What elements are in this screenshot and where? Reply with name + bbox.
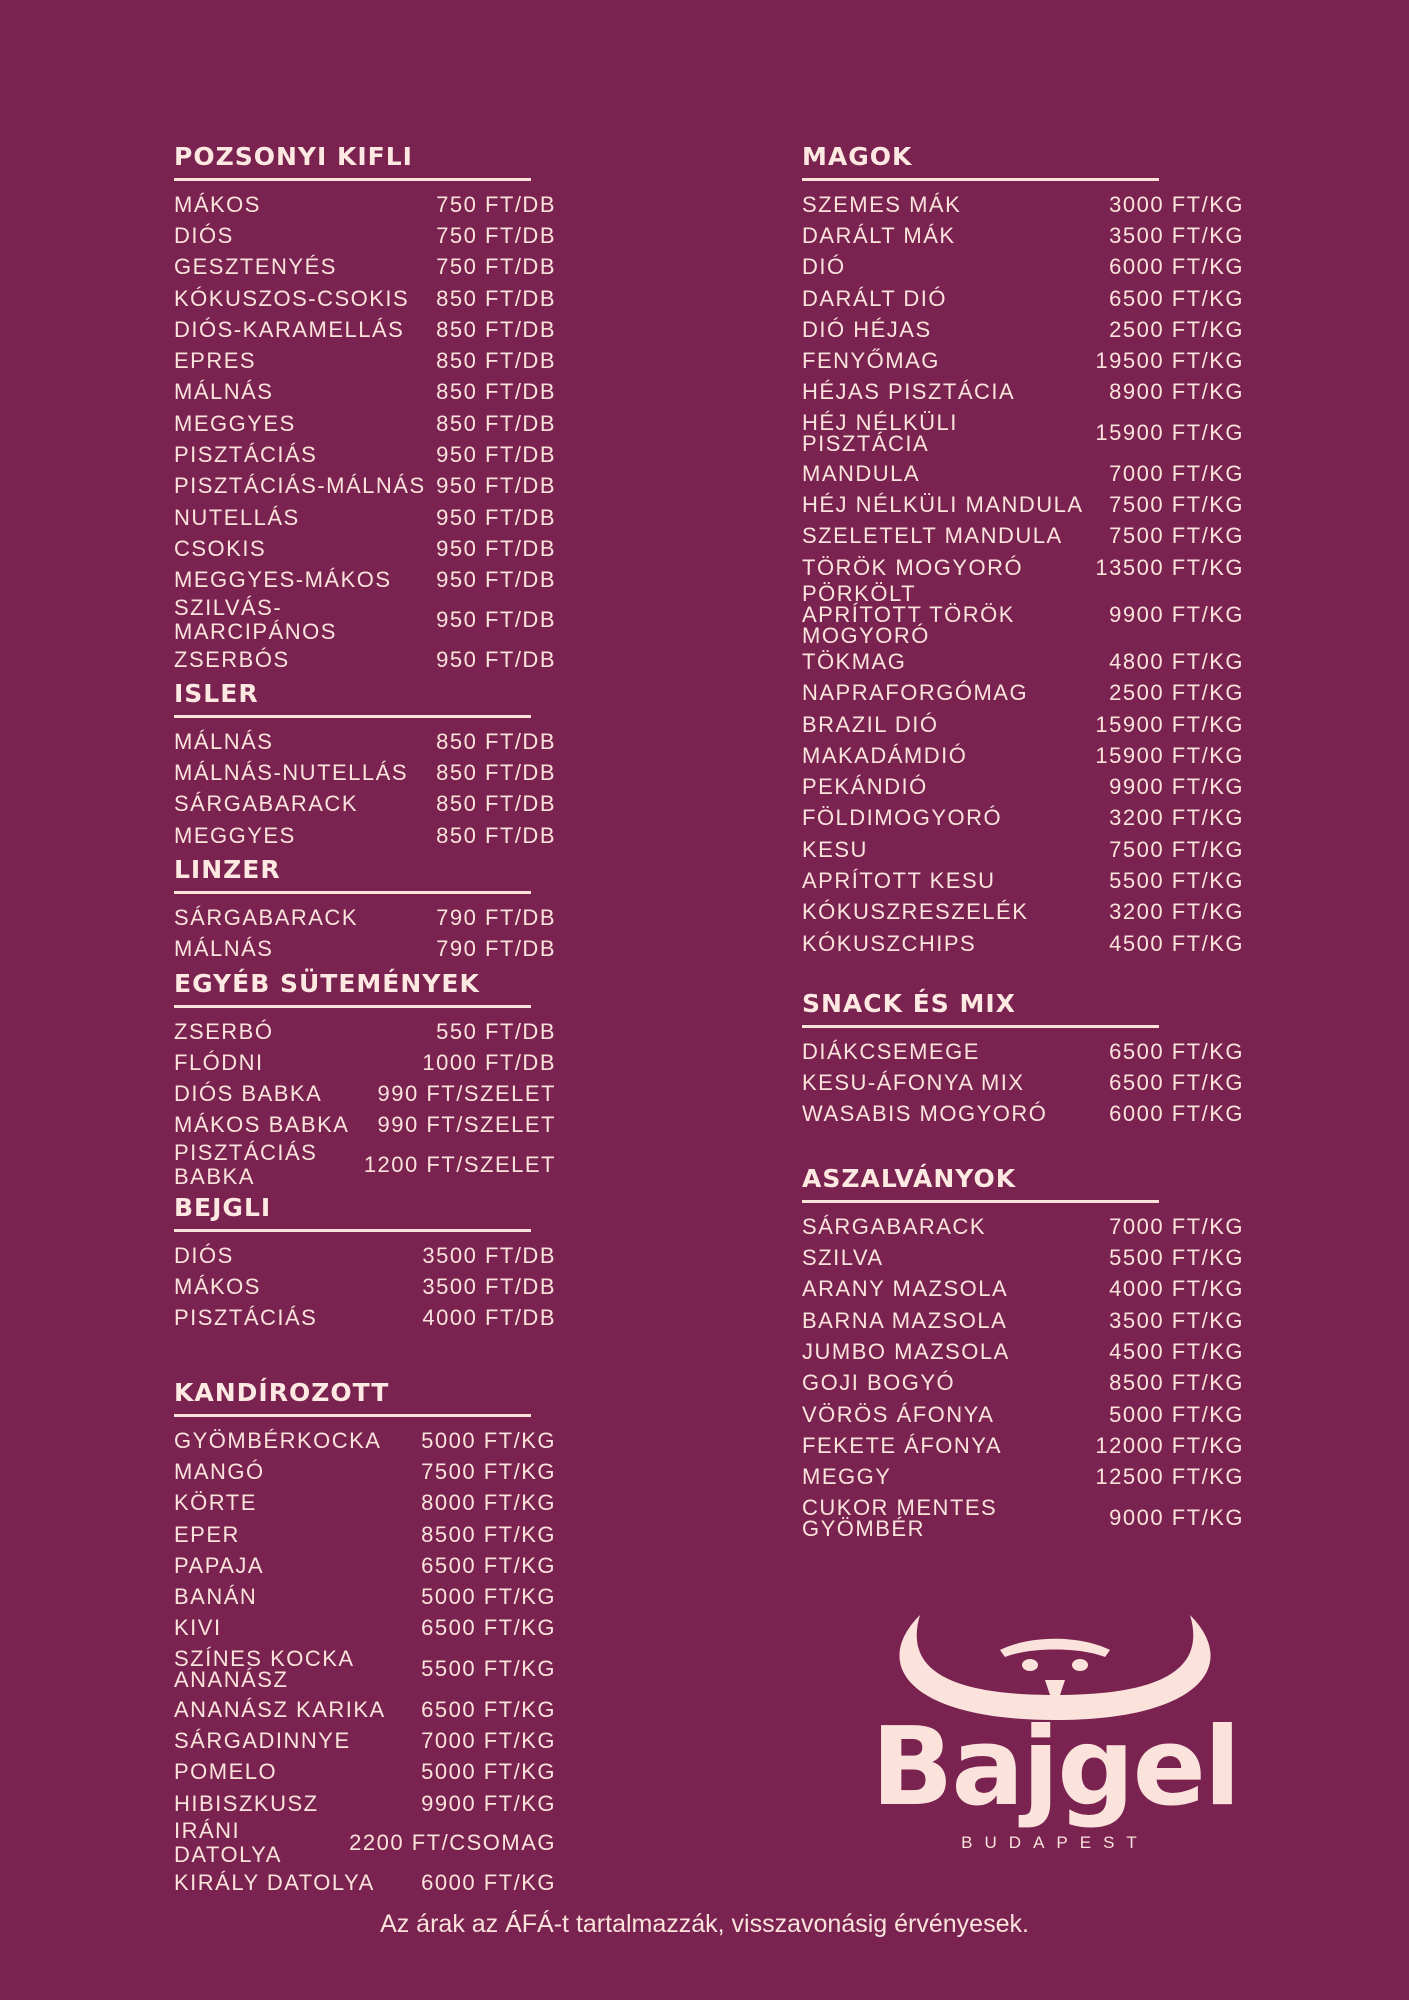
menu-item <box>174 1867 626 1898</box>
item-price: 5000 FT/KG <box>1109 1401 1244 1427</box>
item-name: KESU <box>802 836 868 862</box>
menu-item <box>174 252 626 283</box>
item-name: MÁLNÁS <box>174 936 274 962</box>
menu-item <box>174 1425 626 1456</box>
menu-item <box>174 1725 626 1756</box>
item-name: KÖRTE <box>174 1490 257 1516</box>
item-price: 2200 FT/CSOMAG <box>349 1830 556 1856</box>
item-price: 750 FT/DB <box>436 191 556 217</box>
menu-item <box>174 789 626 820</box>
item-price: 6500 FT/KG <box>421 1615 556 1641</box>
item-price: 7000 FT/KG <box>1109 1213 1244 1239</box>
menu-item <box>174 1016 626 1047</box>
item-name: KIRÁLY DATOLYA <box>174 1869 375 1895</box>
item-name: VÖRÖS ÁFONYA <box>802 1401 995 1427</box>
menu-item <box>174 1240 626 1271</box>
logo-wordmark: Bajgel <box>871 1705 1239 1830</box>
item-price: 790 FT/DB <box>436 904 556 930</box>
item-name: MANDULA <box>802 460 921 486</box>
item-name: MÁKOS <box>174 1274 261 1300</box>
item-name: MÁLNÁS <box>174 379 274 405</box>
item-name: FENYŐMAG <box>802 348 940 374</box>
item-price: 3500 FT/KG <box>1109 222 1244 248</box>
item-price: 8500 FT/KG <box>1109 1370 1244 1396</box>
item-name: ARANY MAZSOLA <box>802 1276 1009 1302</box>
item-name: PISZTÁCIÁS BABKA <box>174 1140 318 1190</box>
item-name: BANÁN <box>174 1584 258 1610</box>
section-title: POZSONYI KIFLI <box>174 142 531 181</box>
item-price: 850 FT/DB <box>436 410 556 436</box>
menu-item <box>802 1274 1254 1305</box>
section-title: SNACK ÉS MIX <box>802 989 1159 1028</box>
bajgel-logo <box>850 1595 1260 1855</box>
menu-item <box>174 1271 626 1302</box>
item-price: 5500 FT/KG <box>1109 1245 1244 1271</box>
item-name: HÉJ NÉLKÜLI MANDULA <box>802 492 1084 518</box>
item-name: EPER <box>174 1521 240 1547</box>
item-price: 5000 FT/KG <box>421 1759 556 1785</box>
item-price: 850 FT/DB <box>436 316 556 342</box>
item-price: 6000 FT/KG <box>421 1869 556 1895</box>
item-name: MEGGYES-MÁKOS <box>174 567 392 593</box>
section-title: KANDÍROZOTT <box>174 1378 531 1417</box>
item-price: 950 FT/DB <box>436 567 556 593</box>
menu-item <box>174 902 626 933</box>
menu-item <box>174 471 626 502</box>
item-price: 3500 FT/DB <box>422 1274 556 1300</box>
item-price: 8500 FT/KG <box>421 1521 556 1547</box>
menu-item <box>174 345 626 376</box>
item-name: MÁLNÁS <box>174 728 274 754</box>
menu-item <box>174 757 626 788</box>
item-price: 950 FT/DB <box>436 535 556 561</box>
item-price: 1200 FT/SZELET <box>363 1152 556 1178</box>
item-price: 3200 FT/KG <box>1109 899 1244 925</box>
menu-section <box>802 989 1254 1130</box>
item-name: FÖLDIMOGYORÓ <box>802 805 1003 831</box>
item-name: PAPAJA <box>174 1552 265 1578</box>
item-price: 9000 FT/KG <box>1109 1504 1244 1530</box>
menu-item <box>802 897 1254 928</box>
item-price: 15900 FT/KG <box>1095 742 1244 768</box>
menu-item <box>802 1493 1254 1543</box>
item-name: KIVI <box>174 1615 222 1641</box>
item-name: KÓKUSZRESZELÉK <box>802 899 1029 925</box>
menu-item <box>174 1047 626 1078</box>
menu-item <box>802 377 1254 408</box>
item-price: 850 FT/DB <box>436 760 556 786</box>
item-price: 750 FT/DB <box>436 254 556 280</box>
item-price: 15900 FT/KG <box>1095 420 1244 446</box>
menu-item <box>802 1242 1254 1273</box>
item-price: 9900 FT/KG <box>1109 601 1244 627</box>
menu-item <box>802 283 1254 314</box>
item-price: 4000 FT/DB <box>422 1305 556 1331</box>
menu-item <box>174 1550 626 1581</box>
item-name: PISZTÁCIÁS <box>174 1305 318 1331</box>
item-price: 750 FT/DB <box>436 222 556 248</box>
section-title: ISLER <box>174 679 531 718</box>
menu-item <box>174 644 626 675</box>
item-name: GESZTENYÉS <box>174 254 337 280</box>
item-name: SÁRGABARACK <box>174 791 358 817</box>
section-title: BEJGLI <box>174 1193 531 1232</box>
item-name: HÉJAS PISZTÁCIA <box>802 379 1016 405</box>
item-name: SZILVÁS-MARCIPÁNOS <box>174 594 337 644</box>
item-name: NUTELLÁS <box>174 504 300 530</box>
item-name: PISZTÁCIÁS-MÁLNÁS <box>174 473 426 499</box>
item-name: MÁKOS BABKA <box>174 1112 350 1138</box>
menu-item <box>174 1582 626 1613</box>
item-name: SÁRGABARACK <box>802 1213 986 1239</box>
item-name: CUKOR MENTES GYÖMBÉR <box>802 1494 998 1541</box>
logo-subtitle: BUDAPEST <box>961 1833 1149 1852</box>
item-price: 6500 FT/KG <box>421 1696 556 1722</box>
menu-item <box>174 1694 626 1725</box>
item-price: 4500 FT/KG <box>1109 930 1244 956</box>
section-title: ASZALVÁNYOK <box>802 1164 1159 1203</box>
item-price: 4500 FT/KG <box>1109 1338 1244 1364</box>
item-name: DIÓS BABKA <box>174 1081 323 1107</box>
menu-item <box>802 408 1254 458</box>
menu-item <box>174 1819 626 1867</box>
menu-item <box>174 820 626 851</box>
item-price: 950 FT/DB <box>436 504 556 530</box>
menu-section <box>174 1193 626 1334</box>
menu-item <box>802 709 1254 740</box>
item-price: 6000 FT/KG <box>1109 254 1244 280</box>
menu-section <box>174 679 626 851</box>
menu-section <box>174 969 626 1189</box>
item-price: 2500 FT/KG <box>1109 680 1244 706</box>
menu-item <box>802 189 1254 220</box>
item-price: 7500 FT/KG <box>1109 492 1244 518</box>
item-name: EPRES <box>174 348 257 374</box>
section-title: MAGOK <box>802 142 1159 181</box>
item-price: 6500 FT/KG <box>1109 1038 1244 1064</box>
item-price: 6500 FT/KG <box>1109 285 1244 311</box>
item-name: SZÍNES KOCKA ANANÁSZ <box>174 1646 354 1693</box>
item-name: APRÍTOTT KESU <box>802 867 996 893</box>
item-price: 3200 FT/KG <box>1109 805 1244 831</box>
menu-item <box>802 1068 1254 1099</box>
item-name: GOJI BOGYÓ <box>802 1370 956 1396</box>
item-name: MÁLNÁS-NUTELLÁS <box>174 760 409 786</box>
menu-item <box>174 439 626 470</box>
section-title: EGYÉB SÜTEMÉNYEK <box>174 969 531 1008</box>
item-price: 12500 FT/KG <box>1095 1464 1244 1490</box>
item-name: BRAZIL DIÓ <box>802 711 939 737</box>
item-price: 6500 FT/KG <box>1109 1070 1244 1096</box>
item-price: 790 FT/DB <box>436 936 556 962</box>
menu-item <box>802 1099 1254 1130</box>
menu-item <box>174 1303 626 1334</box>
item-name: SZILVA <box>802 1245 884 1271</box>
item-name: POMELO <box>174 1759 278 1785</box>
item-price: 5000 FT/KG <box>421 1427 556 1453</box>
menu-item <box>174 1613 626 1644</box>
item-price: 850 FT/DB <box>436 285 556 311</box>
menu-item <box>174 1456 626 1487</box>
menu-item <box>174 1110 626 1141</box>
item-name: SÁRGABARACK <box>174 904 358 930</box>
item-price: 3000 FT/KG <box>1109 191 1244 217</box>
item-price: 13500 FT/KG <box>1095 554 1244 580</box>
item-price: 850 FT/DB <box>436 791 556 817</box>
item-price: 990 FT/SZELET <box>377 1081 556 1107</box>
menu-section <box>174 855 626 965</box>
item-name: BARNA MAZSOLA <box>802 1307 1008 1333</box>
item-name: PÖRKÖLT APRÍTOTT TÖRÖK MOGYORÓ <box>802 581 1015 649</box>
item-name: DIÓ <box>802 254 846 280</box>
menu-item <box>174 189 626 220</box>
item-price: 7500 FT/KG <box>421 1458 556 1484</box>
item-price: 19500 FT/KG <box>1095 348 1244 374</box>
menu-item <box>174 1488 626 1519</box>
item-price: 990 FT/SZELET <box>377 1112 556 1138</box>
menu-item <box>174 408 626 439</box>
menu-item <box>174 377 626 408</box>
item-price: 15900 FT/KG <box>1095 711 1244 737</box>
item-price: 1000 FT/DB <box>422 1049 556 1075</box>
menu-item <box>802 865 1254 896</box>
item-name: NAPRAFORGÓMAG <box>802 680 1029 706</box>
item-price: 950 FT/DB <box>436 473 556 499</box>
item-price: 950 FT/DB <box>436 442 556 468</box>
menu-item <box>174 220 626 251</box>
menu-item <box>802 345 1254 376</box>
item-name: WASABIS MOGYORÓ <box>802 1101 1048 1127</box>
menu-item <box>174 314 626 345</box>
item-price: 9900 FT/KG <box>421 1790 556 1816</box>
item-name: DARÁLT DIÓ <box>802 285 947 311</box>
menu-item <box>802 1336 1254 1367</box>
menu-item <box>802 1305 1254 1336</box>
item-name: DIÓS-KARAMELLÁS <box>174 316 405 342</box>
item-price: 9900 FT/KG <box>1109 774 1244 800</box>
item-name: SZEMES MÁK <box>802 191 962 217</box>
menu-item <box>174 283 626 314</box>
item-price: 8900 FT/KG <box>1109 379 1244 405</box>
menu-item <box>802 928 1254 959</box>
item-price: 4800 FT/KG <box>1109 648 1244 674</box>
item-price: 5500 FT/KG <box>1109 867 1244 893</box>
menu-item <box>174 1519 626 1550</box>
item-name: MEGGYES <box>174 410 296 436</box>
item-price: 3500 FT/DB <box>422 1242 556 1268</box>
item-name: TÖRÖK MOGYORÓ <box>802 554 1024 580</box>
item-name: HÉJ NÉLKÜLI PISZTÁCIA <box>802 410 958 457</box>
item-price: 3500 FT/KG <box>1109 1307 1244 1333</box>
menu-item <box>802 646 1254 677</box>
item-price: 850 FT/DB <box>436 822 556 848</box>
item-name: ANANÁSZ KARIKA <box>174 1696 386 1722</box>
menu-item <box>174 726 626 757</box>
item-price: 7500 FT/KG <box>1109 523 1244 549</box>
menu-item <box>174 1757 626 1788</box>
left-column <box>174 142 626 1899</box>
item-name: TÖKMAG <box>802 648 907 674</box>
item-price: 12000 FT/KG <box>1095 1432 1244 1458</box>
item-price: 7000 FT/KG <box>1109 460 1244 486</box>
item-name: SZELETELT MANDULA <box>802 523 1063 549</box>
item-name: MAKADÁMDIÓ <box>802 742 968 768</box>
item-name: DIÁKCSEMEGE <box>802 1038 980 1064</box>
item-name: JUMBO MAZSOLA <box>802 1338 1010 1364</box>
item-name: MEGGYES <box>174 822 296 848</box>
item-price: 850 FT/DB <box>436 379 556 405</box>
item-price: 5000 FT/KG <box>421 1584 556 1610</box>
item-price: 4000 FT/KG <box>1109 1276 1244 1302</box>
menu-item <box>174 596 626 644</box>
item-name: FEKETE ÁFONYA <box>802 1432 1003 1458</box>
right-column <box>802 142 1254 1543</box>
menu-item <box>802 458 1254 489</box>
item-name: CSOKIS <box>174 535 267 561</box>
item-name: MÁKOS <box>174 191 261 217</box>
item-price: 550 FT/DB <box>436 1018 556 1044</box>
item-name: GYÖMBÉRKOCKA <box>174 1427 382 1453</box>
item-price: 850 FT/DB <box>436 728 556 754</box>
menu-item <box>174 1079 626 1110</box>
item-name: DIÓS <box>174 222 234 248</box>
item-price: 8000 FT/KG <box>421 1490 556 1516</box>
menu-item <box>802 834 1254 865</box>
menu-item <box>802 1399 1254 1430</box>
item-price: 6000 FT/KG <box>1109 1101 1244 1127</box>
menu-section <box>802 142 1254 959</box>
item-name: MANGÓ <box>174 1458 265 1484</box>
item-price: 850 FT/DB <box>436 348 556 374</box>
footer-note: Az árak az ÁFÁ-t tartalmazzák, visszavonásig érvényesek. <box>380 1910 1029 1938</box>
section-title: LINZER <box>174 855 531 894</box>
menu-item <box>802 771 1254 802</box>
menu-item <box>174 1141 626 1189</box>
menu-item <box>802 220 1254 251</box>
item-price: 950 FT/DB <box>436 606 556 632</box>
menu-item <box>174 502 626 533</box>
menu-item <box>802 252 1254 283</box>
item-name: KESU-ÁFONYA MIX <box>802 1070 1025 1096</box>
menu-item <box>174 533 626 564</box>
item-name: SÁRGADINNYE <box>174 1728 351 1754</box>
menu-item <box>174 1788 626 1819</box>
menu-item <box>802 521 1254 552</box>
menu-section <box>174 1378 626 1899</box>
item-name: HIBISZKUSZ <box>174 1790 319 1816</box>
item-name: DARÁLT MÁK <box>802 222 956 248</box>
item-price: 2500 FT/KG <box>1109 316 1244 342</box>
item-name: DIÓ HÉJAS <box>802 316 932 342</box>
menu-item <box>802 740 1254 771</box>
item-price: 950 FT/DB <box>436 646 556 672</box>
menu-item <box>802 314 1254 345</box>
menu-item <box>802 1036 1254 1067</box>
menu-item <box>802 581 1254 649</box>
item-price: 6500 FT/KG <box>421 1552 556 1578</box>
item-name: ZSERBÓS <box>174 646 290 672</box>
menu-item <box>802 803 1254 834</box>
menu-item <box>802 1430 1254 1461</box>
item-name: PEKÁNDIÓ <box>802 774 928 800</box>
item-price: 7000 FT/KG <box>421 1728 556 1754</box>
menu-item <box>174 1644 626 1694</box>
item-name: MEGGY <box>802 1464 892 1490</box>
menu-item <box>802 678 1254 709</box>
item-name: IRÁNI DATOLYA <box>174 1818 282 1868</box>
menu-item <box>174 565 626 596</box>
item-name: ZSERBÓ <box>174 1018 274 1044</box>
menu-section <box>174 142 626 675</box>
menu-item <box>802 1211 1254 1242</box>
menu-item <box>802 552 1254 583</box>
menu-item <box>802 489 1254 520</box>
item-price: 7500 FT/KG <box>1109 836 1244 862</box>
menu-item <box>802 1368 1254 1399</box>
menu-section <box>802 1164 1254 1543</box>
item-name: KÓKUSZCHIPS <box>802 930 977 956</box>
menu-item <box>174 934 626 965</box>
item-name: PISZTÁCIÁS <box>174 442 318 468</box>
item-price: 5500 FT/KG <box>421 1656 556 1682</box>
item-name: FLÓDNI <box>174 1049 264 1075</box>
menu-item <box>802 1462 1254 1493</box>
item-name: KÓKUSZOS-CSOKIS <box>174 285 410 311</box>
item-name: DIÓS <box>174 1242 234 1268</box>
